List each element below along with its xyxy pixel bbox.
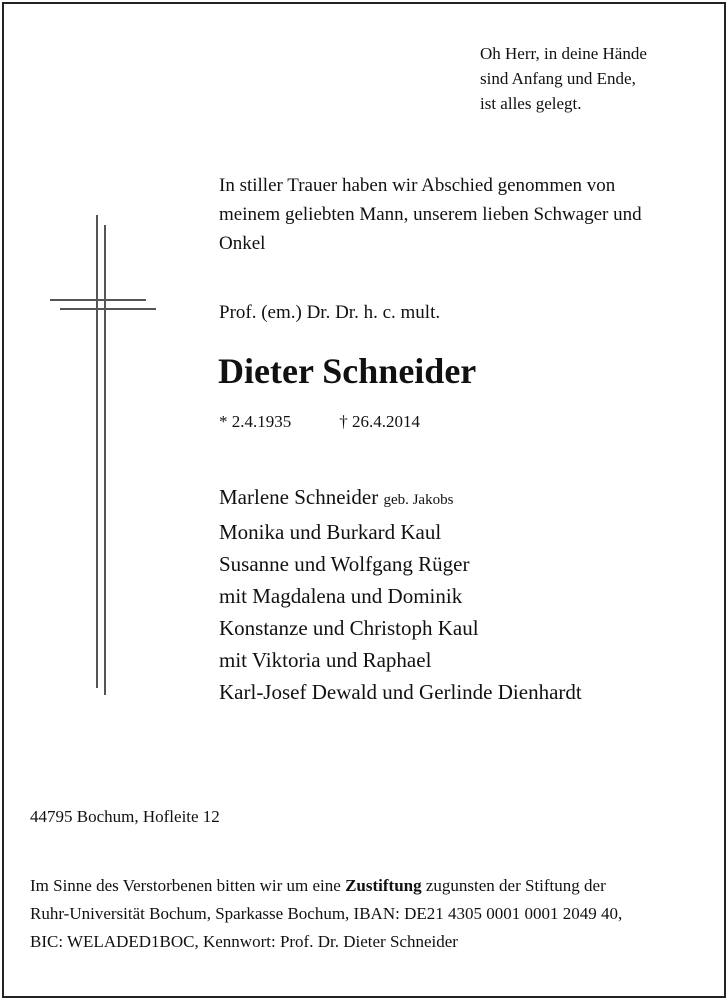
mourners-list xyxy=(219,481,582,708)
donation-keyword: Zustiftung xyxy=(345,876,422,895)
donation-line: BIC: WELADED1BOC, Kennwort: Prof. Dr. Dieter Schneider xyxy=(30,932,458,951)
academic-title: Prof. (em.) Dr. Dr. h. c. mult. xyxy=(219,302,441,323)
donation-line: Ruhr-Universität Bochum, Sparkasse Bochum, IBAN: DE21 4305 0001 0001 2049 40, xyxy=(30,904,623,923)
intro-line: Onkel xyxy=(219,233,266,254)
verse-line: Oh Herr, in deine Hände xyxy=(480,44,647,63)
donation-notice xyxy=(30,872,622,956)
verse-line: ist alles gelegt. xyxy=(480,94,582,113)
address: 44795 Bochum, Hofleite 12 xyxy=(30,807,220,826)
deceased-name: Dieter Schneider xyxy=(218,351,477,391)
mourner-line xyxy=(219,481,582,516)
intro-line: meinem geliebten Mann, unserem lieben Schwager und xyxy=(219,204,642,225)
life-dates xyxy=(219,411,420,433)
mourner-line: mit Viktoria und Raphael xyxy=(219,648,432,672)
verse-line: sind Anfang und Ende, xyxy=(480,69,636,88)
mourner-line: Konstanze und Christoph Kaul xyxy=(219,616,479,640)
intro-line: In stiller Trauer haben wir Abschied genommen von xyxy=(219,175,616,196)
intro-text xyxy=(219,171,642,258)
maiden-name-note: geb. Jakobs xyxy=(383,492,454,508)
mourner-widow: Marlene Schneider xyxy=(219,485,379,509)
mourner-line: Monika und Burkard Kaul xyxy=(219,520,442,544)
mourner-line: Susanne und Wolfgang Rüger xyxy=(219,552,470,576)
mourner-line: mit Magdalena und Dominik xyxy=(219,584,463,608)
donation-line: Im Sinne des Verstorbenen bitten wir um eine Zustiftung zugunsten der Stiftung der xyxy=(30,876,606,895)
mourner-line: Karl-Josef Dewald und Gerlinde Dienhardt xyxy=(219,680,582,704)
death-date: † 26.4.2014 xyxy=(339,412,420,431)
birth-date: * 2.4.1935 xyxy=(219,412,292,431)
bible-verse xyxy=(480,41,647,116)
